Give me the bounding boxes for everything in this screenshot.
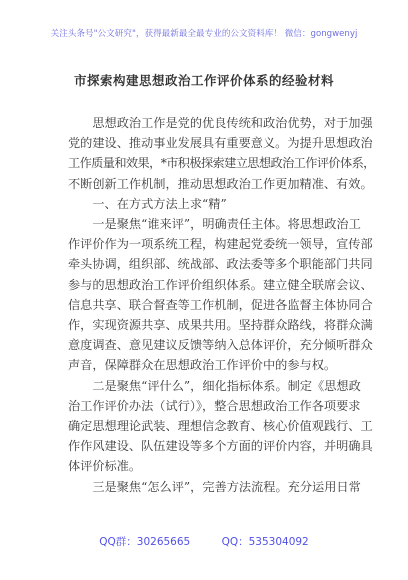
- document-title: 市探索构建思想政治工作评价体系的经验材料: [73, 73, 334, 88]
- body-line: 二是聚焦“评什么”，细化指标体系。制定《思想政: [68, 378, 361, 393]
- promo-header: 关注头条号"公文研究"，获得最新最全最专业的公文资料库！ 微信：gongwenyj: [50, 29, 358, 39]
- body-line: 声音，保障群众在思想政治工作评价中的参与权。: [68, 358, 337, 373]
- body-line: 确定思想理论武装、理想信念教育、核心价值观践行、工: [68, 419, 373, 434]
- body-line: 作作风建设、队伍建设等多个方面的评价内容，并明确具: [68, 439, 373, 454]
- qq-number: QQ：535304092: [221, 536, 309, 548]
- body-line: 党的建设、推动事业发展具有重要意义。为提升思想政治: [68, 136, 373, 151]
- body-line: 不断创新工作机制，推动思想政治工作更加精准、有效。: [68, 176, 373, 191]
- body-line: 作，实现资源共享、成果共用。坚持群众路线，将群众满: [68, 318, 373, 333]
- body-line: 牵头协调，组织部、统战部、政法委等多个职能部门共同: [68, 257, 373, 272]
- body-line: 一是聚焦“谁来评”，明确责任主体。将思想政治工: [68, 217, 361, 232]
- body-line: 参与的思想政治工作评价组织体系。建立健全联席会议、: [68, 277, 373, 292]
- body-line: 三是聚焦“怎么评”，完善方法流程。充分运用日常: [68, 479, 361, 494]
- body-line: 意度调查、意见建议反馈等纳入总体评价，充分倾听群众: [68, 338, 373, 353]
- contact-footer: [0, 534, 408, 549]
- qq-group: QQ群：30265665: [99, 536, 191, 548]
- body-line: 信息共享、联合督查等工作机制，促进各监督主体协同合: [68, 297, 373, 312]
- body-line: 工作质量和效果，*市积极探索建立思想政治工作评价体系，: [68, 156, 375, 171]
- body-line: 治工作评价办法（试行）》，整合思想政治工作各项要求: [68, 398, 361, 413]
- body-line: 体评价标准。: [68, 459, 142, 474]
- body-line: 作评价作为一项系统工程，构建起党委统一领导，宣传部: [68, 237, 373, 252]
- section-heading: 一、在方式方法上求“精”: [68, 196, 227, 211]
- body-line: 思想政治工作是党的优良传统和政治优势，对于加强: [68, 116, 373, 130]
- document-body: [68, 113, 375, 497]
